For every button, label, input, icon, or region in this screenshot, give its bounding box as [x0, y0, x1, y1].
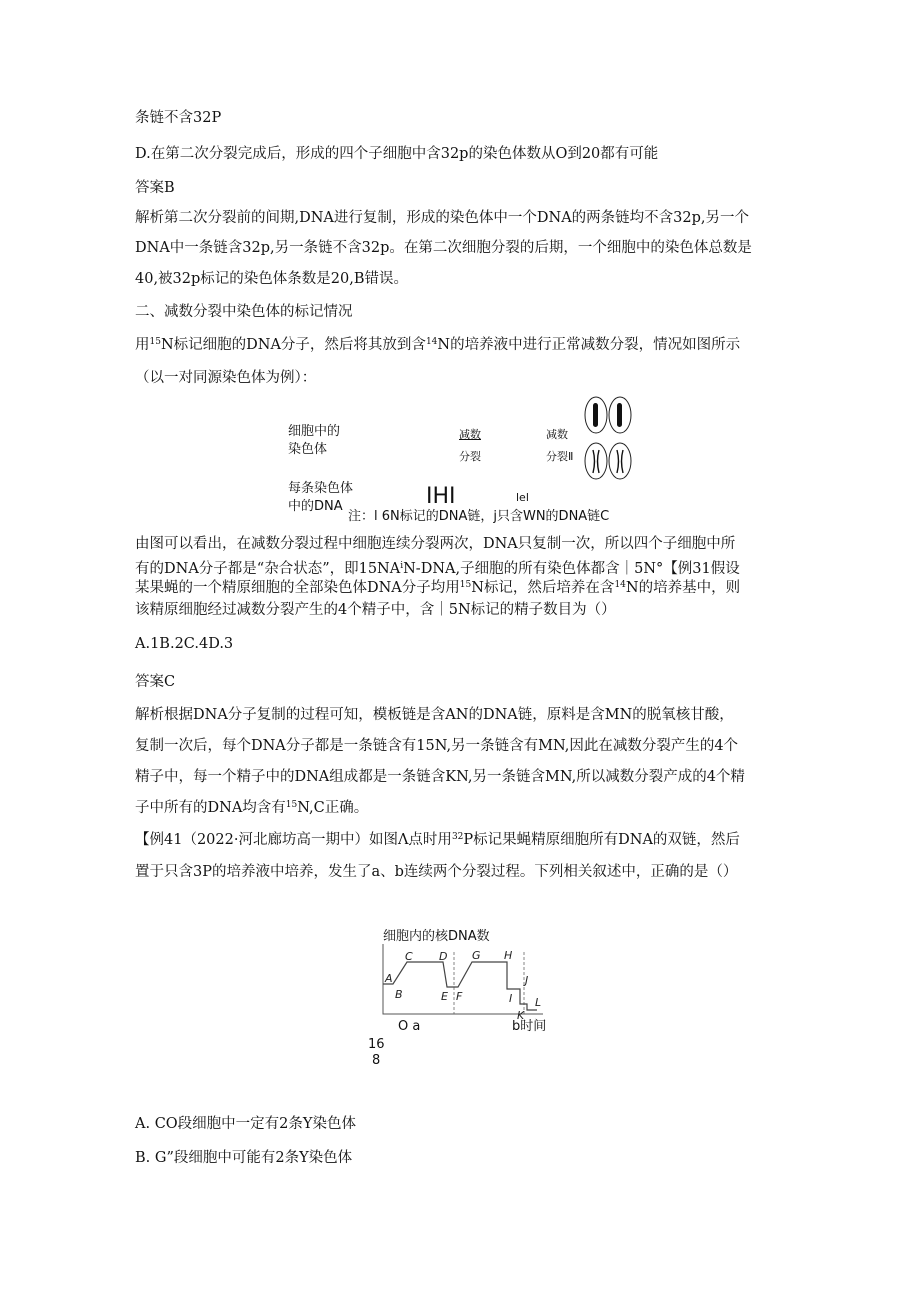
figure1-note: 注：l 6N标记的DNA链，j只含WN的DNA链C	[348, 509, 610, 524]
figure2-xlabel: O a	[398, 1019, 421, 1034]
point-label: H	[504, 949, 513, 962]
point-label: L	[535, 996, 542, 1009]
figure2-yvalue: 8	[372, 1053, 381, 1068]
point-label: K	[517, 1009, 525, 1022]
point-label: I	[509, 992, 513, 1005]
text-line: 条链不含32P	[135, 110, 222, 126]
example-line: 【例41（2022·河北廊坊高一期中）如图Λ点时用$^{32}$P标记果蝇精原细胞所有DNA的双链，然后	[135, 832, 740, 848]
chromosome	[593, 450, 599, 473]
explanation-line: 解析第二次分裂前的间期,DNA进行复制，形成的染色体中一个DNA的两条链均不含32p,另一个	[135, 210, 750, 226]
point-label: G	[472, 949, 481, 962]
figure1-stage1-label: 减数 分裂	[459, 428, 481, 463]
figure2-title: 细胞内的核DNA数	[383, 929, 490, 944]
explanation-line: 精子中，每一个精子中的DNA组成都是一条链含KN,另一条链含MN,所以减数分裂产成的4个精	[135, 769, 745, 785]
point-label: E	[441, 990, 448, 1003]
explanation-line: 子中所有的DNA均含有$^{15}$N,C正确。	[135, 800, 369, 816]
point-label: C	[405, 950, 413, 963]
text-line: 用$^{15}$N标记细胞的DNA分子，然后将其放到含$^{14}$N的培养液中进行正常减数分裂，情况如图所示	[135, 337, 741, 353]
option-d: D.在第二次分裂完成后，形成的四个子细胞中含32p的染色体数从O到20都有可能	[135, 146, 659, 162]
text-line: （以一对同源染色体为例）：	[135, 370, 317, 386]
option-b: B. G”段细胞中可能有2条Y染色体	[135, 1150, 353, 1166]
point-label: J	[525, 974, 529, 987]
cell-outline	[609, 443, 631, 479]
text-line: 某果蝇的一个精原细胞的全部染色体DNA分子均用$^{15}$N标记，然后培养在含$^{14}$N的培养基中，则	[135, 580, 741, 596]
chromosome-figure	[582, 395, 634, 485]
chromosome	[617, 403, 622, 427]
example-line: 置于只含3P的培养液中培养，发生了a、b连续两个分裂过程。下列相关叙述中，正确的是（）	[135, 864, 738, 880]
point-label: D	[439, 950, 448, 963]
figure1-row1-label: 细胞中的 染色体	[288, 424, 341, 457]
explanation-line: DNA中一条链含32p,另一条链不含32p。在第二次细胞分裂的后期，一个细胞中的染色体总数是	[135, 240, 752, 256]
figure2-xlabel: b时间	[512, 1019, 547, 1034]
options-line: A.1B.2C.4D.3	[135, 636, 234, 652]
chromosome	[617, 450, 623, 473]
option-a: A. CO段细胞中一定有2条Y染色体	[135, 1116, 356, 1132]
figure1-row2-label: 每条染色体 中的DNA	[288, 481, 354, 514]
explanation-line: 解析根据DNA分子复制的过程可知，模板链是含AN的DNA链，原料是含MN的脱氧核甘酸，	[135, 707, 734, 723]
dna-glyph: lel	[516, 491, 529, 504]
point-label: A	[385, 972, 393, 985]
answer-label: 答案C	[135, 674, 176, 690]
dna-content-graph	[375, 944, 555, 1022]
explanation-line: 40,被32p标记的染色体条数是20,B错误。	[135, 271, 409, 287]
figure1-stage2-label: 减数 分裂Ⅱ	[546, 428, 574, 463]
section-heading: 二、减数分裂中染色体的标记情况	[135, 304, 353, 320]
text-line: 有的DNA分子都是“杂合状态”，即$15NA^iN$-DNA,子细胞的所有染色体都含｜5N°【例31假设	[135, 561, 740, 577]
figure2-yvalue: 16	[368, 1037, 385, 1052]
cell-outline	[585, 443, 607, 479]
explanation-line: 复制一次后，每个DNA分子都是一条链含有15N,另一条链含有MN,因此在减数分裂产生的4个	[135, 738, 739, 754]
text-line: 该精原细胞经过减数分裂产生的4个精子中，含｜5N标记的精子数目为（）	[135, 602, 616, 618]
dna-glyph: IHI	[426, 484, 456, 509]
answer-label: 答案B	[135, 180, 175, 196]
point-label: B	[395, 988, 403, 1001]
point-label: F	[456, 990, 463, 1003]
text-line: 由图可以看出，在减数分裂过程中细胞连续分裂两次，DNA只复制一次，所以四个子细胞中所	[135, 536, 736, 552]
chromosome	[593, 403, 598, 427]
